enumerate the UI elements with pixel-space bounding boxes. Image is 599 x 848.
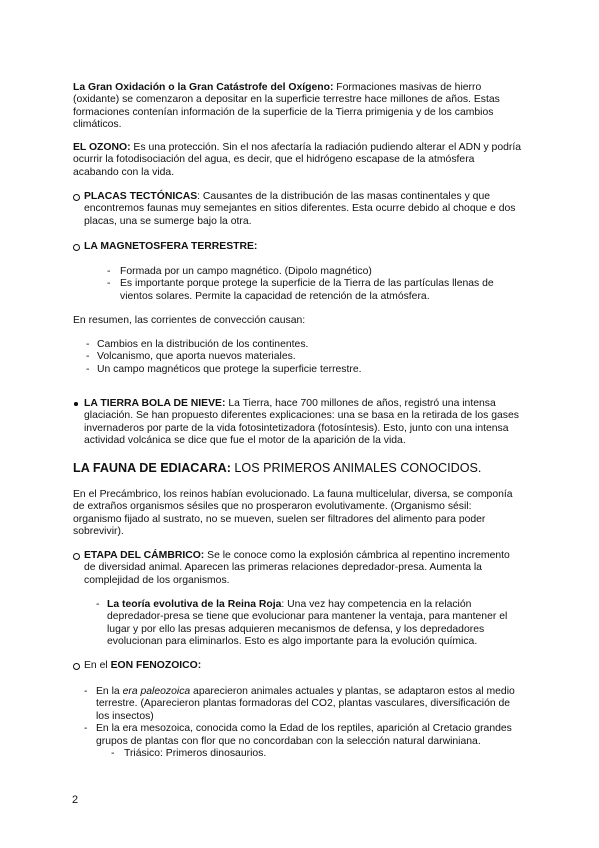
list-item [84, 723, 516, 748]
list-item [86, 364, 516, 376]
list-item [86, 339, 516, 351]
dash-bullet-icon: - [86, 351, 90, 363]
list-item-text: Formada por un campo magnético. (Dipolo magnético) [120, 266, 372, 277]
sub-list-item [84, 748, 516, 760]
circle-bullet-icon [73, 194, 80, 201]
item-placas-tectonicas [73, 191, 521, 228]
list-magnetosfera [107, 266, 527, 303]
circle-bullet-icon [73, 244, 80, 251]
dash-bullet-icon: - [84, 723, 88, 735]
term-reina-roja: La teoría evolutiva de la Reina Roja [107, 599, 282, 610]
term-placas-tectonicas: PLACAS TECTÓNICAS [84, 191, 198, 202]
list-item [107, 278, 527, 303]
list-item [84, 686, 516, 723]
page-number: 2 [72, 794, 79, 806]
prefix-eon: En el [84, 660, 111, 671]
circle-bullet-icon [73, 553, 80, 560]
dot-bullet-icon [74, 402, 78, 406]
list-item-prefix: En la [96, 686, 123, 697]
text-gran-oxidacion: Formaciones masivas de hierro (oxidante) se comenzaron a depositar en la superficie terrestre hace millones de años. Estas formaciones contenían información de la superficie de la Tierra primigenia y de los cambios climáticos. [73, 82, 500, 131]
section-heading [73, 461, 543, 476]
paragraph-precambrico [73, 489, 521, 539]
list-item [86, 351, 516, 363]
item-cambrico [73, 550, 521, 587]
list-item-text: Volcanismo, que aporta nuevos materiales. [97, 351, 296, 363]
term-ozono: EL OZONO: [73, 142, 131, 153]
term-tierra-bola-nieve: LA TIERRA BOLA DE NIEVE: [84, 398, 226, 409]
dash-bullet-icon: - [111, 748, 115, 760]
heading-bold: LA FAUNA DE EDIACARA: [73, 461, 231, 475]
item-reina-roja [96, 599, 516, 649]
dash-bullet-icon: - [96, 599, 100, 610]
text-cambrico: Se le conoce como la explosión cámbrica al repentino incremento de diversidad animal. Aparecen las primeras relaciones depredador-presa. Aumenta la complejidad de los organismos. [84, 550, 510, 586]
list-item-text: Cambios en la distribución de los continentes. [97, 339, 309, 350]
list-resumen [86, 339, 516, 376]
term-magnetosfera: LA MAGNETOSFERA TERRESTRE: [84, 241, 258, 252]
list-item-text: Es importante porque protege la superficie de la Tierra de las partículas llenas de vientos solares. Permite la capacidad de retención de la atmósfera. [120, 278, 494, 302]
term-gran-oxidacion: La Gran Oxidación o la Gran Catástrofe del Oxígeno: [73, 82, 334, 93]
list-item-text: aparecieron animales actuales y plantas, se adaptaron estos al medio terrestre. (Aparecieron plantas formadoras del CO2, plantas vasculares, diversificación de los insectos) [96, 686, 515, 722]
paragraph-resumen [73, 315, 521, 327]
text-reina-roja: : Una vez hay competencia en la relación depredador-presa se tiene que evolucionar para mantener la ventaja, para mantener el lugar y por ello las presas adquieren mecanismos de defensa, y los depredadores evolucionan para eliminarlos. Esto es algo importante para la evolución química. [107, 599, 508, 648]
dash-bullet-icon: - [86, 363, 90, 375]
dash-bullet-icon: - [84, 686, 88, 697]
list-item [107, 266, 527, 278]
text-resumen: En resumen, las corrientes de convección causan: [73, 315, 306, 326]
paragraph-ozono [73, 142, 521, 179]
term-eon-fenozoico: EON FENOZOICO: [110, 660, 202, 671]
term-cambrico: ETAPA DEL CÁMBRICO: [84, 550, 205, 561]
item-eon-fenozoico [73, 660, 521, 672]
list-item-text: Un campo magnéticos que protege la superficie terrestre. [97, 363, 362, 375]
item-magnetosfera [73, 241, 521, 253]
dash-bullet-icon: - [86, 339, 90, 350]
item-tierra-bola-nieve [73, 398, 521, 448]
dash-bullet-icon: - [107, 266, 111, 277]
text-tierra-bola-nieve: La Tierra, hace 700 millones de años, registró una intensa glaciación. Se han propuesto diferentes explicaciones: una se basa en la retirada de los gases invernaderos por parte de la vida fotosintetizadora (fotosíntesis). Esto, junto con una intensa actividad volcánica se dice que fue el motor de la aparición de la vida. [84, 398, 519, 447]
paragraph-gran-oxidacion [73, 82, 521, 132]
text-precambrico: En el Precámbrico, los reinos habían evolucionado. La fauna multicelular, diversa, se componía de extraños organismos sésiles que no prosperaron evolutivamente. (Organismo sésil: organismo fijado al sustrato, no se mueven, suelen ser filtradores del alimento para poder sobrevivir). [73, 489, 513, 538]
circle-bullet-icon [73, 663, 80, 670]
sub-list-item-text: Triásico: Primeros dinosaurios. [124, 748, 267, 760]
list-item-italic: era paleozoica [122, 686, 191, 697]
dash-bullet-icon: - [107, 278, 111, 290]
text-ozono: Es una protección. Sin el nos afectaría la radiación pudiendo alterar el ADN y podría ocurrir la fotodisociación del agua, es decir, que el hidrógeno escapase de la atmósfera acabando con la vida. [73, 142, 522, 178]
heading-text: LOS PRIMEROS ANIMALES CONOCIDOS. [230, 461, 482, 475]
list-eon-fenozoico [84, 686, 516, 760]
list-item-text: En la era mesozoica, conocida como la Edad de los reptiles, aparición al Cretacio grandes grupos de plantas con flor que no concordaban con la selección natural darwiniana. [96, 723, 512, 747]
text-placas-tectonicas: : Causantes de la distribución de las masas continentales y que encontremos faunas muy semejantes en sitios diferentes. Esta ocurre debido al choque e dos placas, una se sumerge bajo la otra. [84, 191, 516, 227]
